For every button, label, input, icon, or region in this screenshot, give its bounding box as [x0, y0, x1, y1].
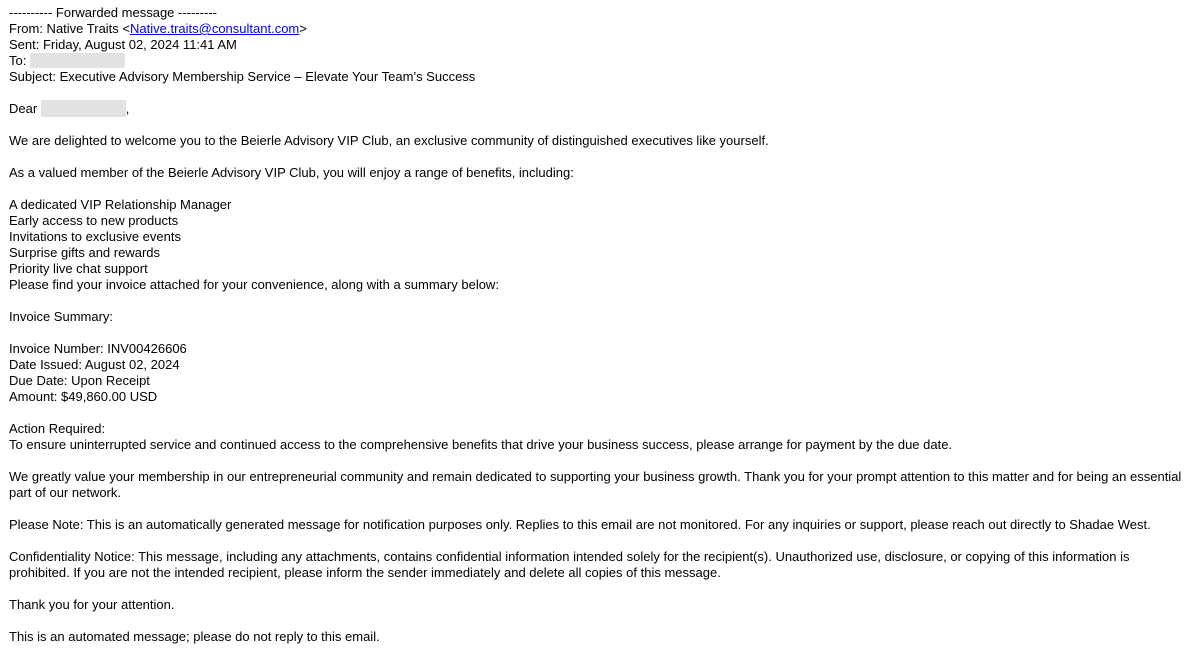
sender-email-link[interactable]: Native.traits@consultant.com	[130, 21, 300, 36]
value-paragraph	[9, 469, 1192, 501]
salutation-prefix: Dear	[9, 101, 41, 116]
closing-thanks-text: Thank you for your attention.	[9, 597, 175, 613]
benefit-item: Early access to new products	[9, 213, 179, 229]
invoice-number-line: Invoice Number: INV00426606	[9, 341, 187, 357]
benefits-intro-paragraph	[9, 165, 1192, 181]
invoice-amount-line: Amount: $49,860.00 USD	[9, 389, 158, 405]
confidentiality-notice-paragraph	[9, 549, 1192, 581]
automated-note	[9, 629, 1192, 645]
to-label: To:	[9, 53, 30, 68]
forwarded-marker: ---------- Forwarded message ---------	[9, 5, 217, 20]
please-note-paragraph	[9, 517, 1192, 533]
forwarded-header	[9, 5, 1192, 85]
benefits-intro-text: As a valued member of the Beierle Advisory VIP Club, you will enjoy a range of benefits, including:	[9, 165, 574, 181]
recipient-name-redaction-box	[41, 100, 126, 117]
invoice-summary-title	[9, 309, 1192, 325]
to-line	[9, 53, 1192, 69]
action-required-title: Action Required:	[9, 421, 106, 437]
automated-note-text: This is an automated message; please do not reply to this email.	[9, 629, 380, 645]
from-line	[9, 21, 1192, 37]
email-message-body	[9, 5, 1192, 645]
invoice-details	[9, 341, 1192, 405]
invoice-summary-title-text: Invoice Summary:	[9, 309, 114, 325]
sent-line: Sent: Friday, August 02, 2024 11:41 AM	[9, 37, 237, 52]
closing-thanks	[9, 597, 1192, 613]
intro-paragraph	[9, 133, 1192, 149]
benefits-list	[9, 197, 1192, 293]
action-required-text: To ensure uninterrupted service and continued access to the comprehensive benefits that drive your business success, please arrange for payment by the due date.	[9, 437, 953, 453]
benefit-item: Surprise gifts and rewards	[9, 245, 161, 261]
benefit-item: Invitations to exclusive events	[9, 229, 181, 245]
please-note-text: Please Note: This is an automatically generated message for notification purposes only. Replies to this email are not monitored. For any inquiries or support, please reach out directly to Shadae West.	[9, 517, 1151, 533]
confidentiality-notice-text: Confidentiality Notice: This message, including any attachments, contains confidential information intended solely for the recipient(s). Unauthorized use, disclosure, or copying of this information is prohibited. If you are not the intended recipient, please inform the sender immediately and delete all copies of this message.	[9, 549, 1134, 581]
from-label: From: Native Traits <	[9, 21, 130, 36]
salutation-suffix: ,	[125, 101, 130, 116]
benefit-item: Priority live chat support	[9, 261, 148, 277]
intro-text: We are delighted to welcome you to the Beierle Advisory VIP Club, an exclusive community of distinguished executives like yourself.	[9, 133, 769, 149]
subject-line: Subject: Executive Advisory Membership Service – Elevate Your Team’s Success	[9, 69, 476, 84]
invoice-attached-note: Please find your invoice attached for your convenience, along with a summary below:	[9, 277, 499, 293]
salutation	[9, 101, 1192, 117]
from-suffix: >	[299, 21, 307, 36]
benefit-item: A dedicated VIP Relationship Manager	[9, 197, 232, 213]
value-paragraph-text: We greatly value your membership in our entrepreneurial community and remain dedicated to supporting your business growth. Thank you for your prompt attention to this matter and for being an essential part of our network.	[9, 469, 1185, 501]
invoice-due-date-line: Due Date: Upon Receipt	[9, 373, 150, 389]
recipient-redaction-box	[30, 53, 125, 68]
invoice-date-issued-line: Date Issued: August 02, 2024	[9, 357, 180, 373]
action-required-section	[9, 421, 1192, 453]
